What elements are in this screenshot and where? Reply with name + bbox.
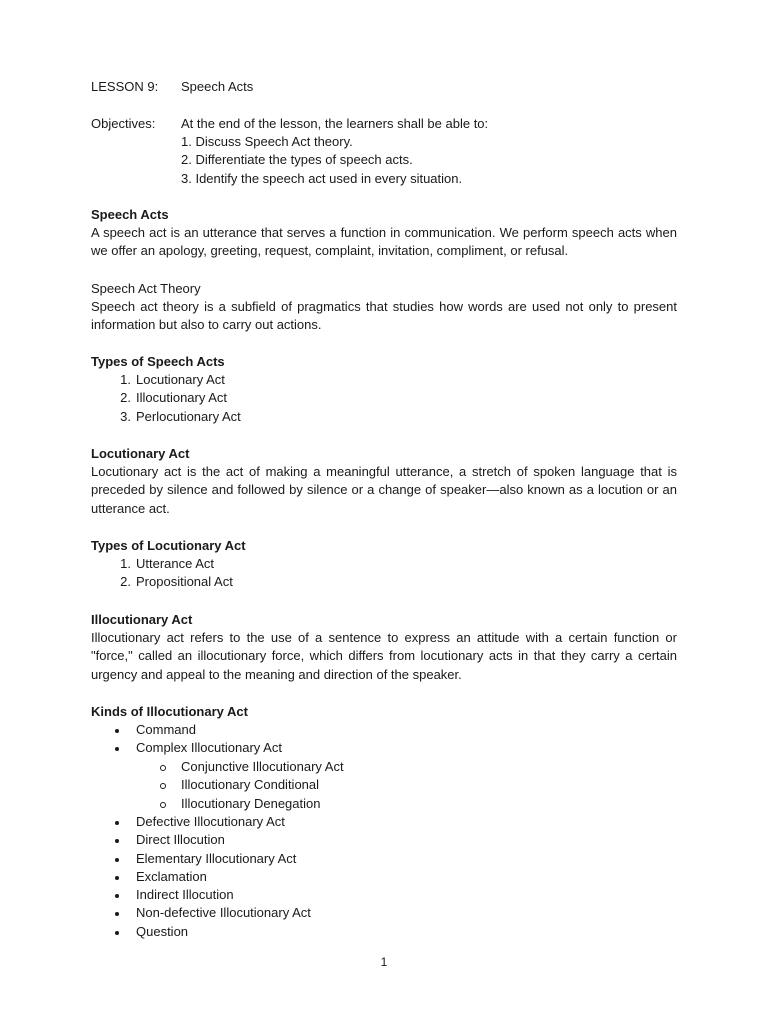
list-item: Elementary Illocutionary Act	[136, 850, 311, 868]
bullet-icon	[115, 821, 119, 825]
circle-bullet-icon	[160, 783, 166, 789]
types-list	[120, 371, 241, 426]
lesson-label: LESSON 9:	[91, 79, 159, 94]
kinds-list	[136, 721, 282, 758]
list-item: Complex Illocutionary Act	[136, 739, 282, 757]
sub-list-item: Conjunctive Illocutionary Act	[181, 758, 344, 776]
list-item: Indirect Illocution	[136, 886, 311, 904]
list-item: Defective Illocutionary Act	[136, 813, 311, 831]
objectives-intro: At the end of the lesson, the learners shall be able to:	[181, 116, 489, 131]
objective-item: 1. Discuss Speech Act theory.	[181, 134, 353, 149]
theory-paragraph: Speech act theory is a subfield of pragmatics that studies how words are used not only to present information but also to carry out actions.	[91, 299, 677, 333]
bullet-icon	[115, 858, 119, 862]
bullet-icon	[115, 931, 119, 935]
list-item: Direct Illocution	[136, 831, 311, 849]
locutionary-types-list	[120, 555, 233, 592]
speech-acts-paragraph: A speech act is an utterance that serves a function in communication. We perform speech acts when we offer an apology, greeting, request, complaint, invitation, compliment, or refusal.	[91, 225, 677, 259]
lesson-title: Speech Acts	[181, 79, 254, 94]
objective-item: 2. Differentiate the types of speech acts.	[181, 152, 413, 167]
list-item: Exclamation	[136, 868, 311, 886]
bullet-icon	[115, 894, 119, 898]
kinds-list-continued	[136, 813, 311, 941]
circle-bullet-icon	[160, 802, 166, 808]
list-item: 3. Perlocutionary Act	[120, 408, 241, 424]
pragmatics-link[interactable]: pragmatics	[297, 299, 361, 314]
sub-list-item: Illocutionary Conditional	[181, 776, 344, 794]
theory-term: Speech act theory	[91, 299, 199, 314]
locutionary-paragraph: Locutionary act is the act of making a meaningful utterance, a stretch of spoken language that is preceded by silence and followed by silence or a change of speaker—also known as a locution or an utterance act.	[91, 464, 678, 516]
objective-item: 3. Identify the speech act used in every situation.	[181, 171, 463, 186]
speech-acts-heading: Speech Acts	[91, 207, 169, 222]
theory-heading: Speech Act Theory	[91, 281, 201, 296]
bullet-icon	[115, 912, 119, 916]
list-item: 1. Locutionary Act	[120, 372, 225, 387]
bullet-icon	[115, 876, 119, 880]
utterance-link[interactable]: utterance	[395, 464, 450, 479]
page-number: 1	[380, 955, 388, 969]
list-item: 1. Utterance Act	[120, 556, 215, 571]
list-item: Question	[136, 923, 311, 941]
illocutionary-kinds-heading: Kinds of Illocutionary Act	[91, 704, 248, 719]
types-heading: Types of Speech Acts	[91, 354, 225, 369]
sub-list-item: Illocutionary Denegation	[181, 795, 344, 813]
bullet-icon	[115, 747, 119, 751]
illocutionary-heading: Illocutionary Act	[91, 612, 193, 627]
list-item: Non-defective Illocutionary Act	[136, 904, 311, 922]
speaker-link[interactable]: speaker	[440, 482, 487, 498]
locutionary-heading: Locutionary Act	[91, 446, 190, 461]
illocutionary-paragraph: Illocutionary act refers to the use of a sentence to express an attitude with a certain function or "force," called an illocutionary force, which differs from locutionary acts in that they carry a certain urgency and appeal to the meaning and direction of the speaker.	[91, 630, 677, 682]
list-item: 2. Illocutionary Act	[120, 390, 228, 406]
kinds-sublist	[181, 758, 344, 813]
list-item: Command	[136, 721, 282, 739]
locutionary-types-heading: Types of Locutionary Act	[91, 538, 246, 553]
bullet-icon	[115, 839, 119, 843]
bullet-icon	[115, 729, 119, 733]
circle-bullet-icon	[160, 765, 166, 771]
language-link[interactable]: language	[580, 464, 635, 479]
list-item: 2. Propositional Act	[120, 574, 233, 590]
objectives-label: Objectives:	[91, 116, 156, 131]
